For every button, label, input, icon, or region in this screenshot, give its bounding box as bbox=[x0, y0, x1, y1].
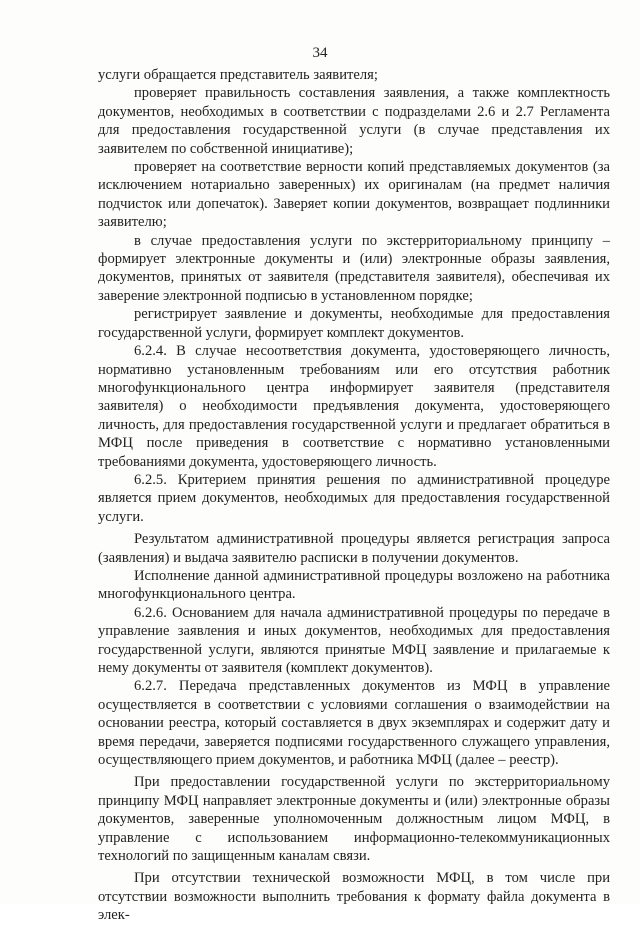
paragraph: Исполнение данной административной процедуры возложено на работника многофункционального центра. bbox=[98, 567, 610, 603]
paragraph: 6.2.6. Основанием для начала административной процедуры по передаче в управление заявления и иных документов, необходимых для предоставления государственной услуги, являются принятые МФЦ заявление и прилагаемые к нему документы от заявителя (комплект документов). bbox=[98, 604, 610, 676]
paragraph: Результатом административной процедуры является регистрация запроса (заявления) и выдача заявителю расписки в получении документов. bbox=[98, 531, 610, 566]
paragraph: При отсутствии технической возможности МФЦ, в том числе при отсутствии возможности выполнить требования к формату файла документа в элек- bbox=[98, 870, 610, 924]
paragraph: проверяет правильность составления заявления, а также комплектность документов, необходимых в соответствии с подразделами 2.6 и 2.7 Регламента для предоставления государственной услуги (в случае представления их заявителем по собственной инициативе); bbox=[98, 85, 610, 157]
paragraph: 6.2.5. Критерием принятия решения по административной процедуре является прием документов, необходимых для предоставления государственной услуги. bbox=[98, 471, 610, 525]
document-body bbox=[98, 66, 610, 925]
paragraph: 6.2.7. Передача представленных документов из МФЦ в управление осуществляется в соответствии с условиями соглашения о взаимодействии на основании реестра, который составляется в двух экземплярах и содержит дату и время передачи, заверяется подписями государственного служащего управления, осуществляющего прием документов, и работника МФЦ (далее – реестр). bbox=[98, 678, 610, 769]
paragraph: проверяет на соответствие верности копий представляемых документов (за исключением нотариально заверенных) их оригиналам (на предмет наличия подчисток или допечаток). Заверяет копии документов, возвращает подлинники заявителю; bbox=[98, 159, 610, 231]
paragraph: услуги обращается представитель заявителя; bbox=[98, 67, 378, 83]
paragraph: 6.2.4. В случае несоответствия документа, удостоверяющего личность, нормативно установленным требованиям или его отсутствия работник многофункционального центра информирует заявителя (представителя заявителя) о необходимости предъявления документа, удостоверяющего личность, для предоставления государственной услуги и предлагает обратиться в МФЦ после приведения в соответствие с нормативно установленными требованиями документа, удостоверяющего личность. bbox=[98, 343, 610, 470]
paragraph: регистрирует заявление и документы, необходимые для предоставления государственной услуги, формирует комплект документов. bbox=[98, 306, 610, 341]
page-number: 34 bbox=[312, 45, 328, 61]
paragraph: При предоставлении государственной услуги по экстерриториальному принципу МФЦ направляет электронные документы и (или) электронные образы документов, заверенные уполномоченным должностным лицом МФЦ, в управление с использованием информационно-телекоммуникационных технологий по защищенным каналам связи. bbox=[98, 774, 610, 865]
paragraph: в случае предоставления услуги по экстерриториальному принципу – формирует электронные документы и (или) электронные образы заявления, документов, принятых от заявителя (представителя заявителя), обеспечивая их заверение электронной подписью в установленном порядке; bbox=[98, 232, 610, 304]
